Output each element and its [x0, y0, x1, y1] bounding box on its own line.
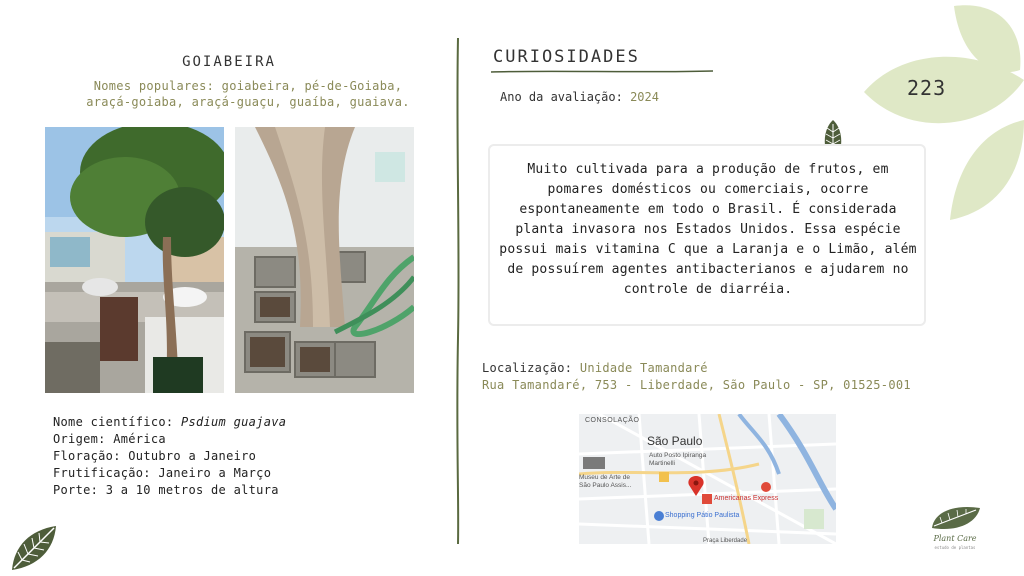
spec-origin: [53, 431, 286, 448]
popular-names-value: goiabeira, pé-de-Goiaba, araçá-goiaba, araçá-guaçu, guaíba, guaiava.: [86, 79, 410, 109]
map-poi-shopping: Shopping Pátio Paulista: [665, 512, 740, 519]
decorative-leaves: [860, 0, 1024, 230]
spec-value: Janeiro a Março: [158, 466, 272, 480]
brand-name: Plant Care: [933, 534, 977, 543]
map-district-label: CONSOLAÇÃO: [585, 417, 640, 424]
evaluation-year: [500, 90, 659, 104]
curiosities-text: Muito cultivada para a produção de frutos, em pomares domésticos ou comerciais, ocorre espontaneamente em todo o Brasil. É considerada planta invasora nos Estados Unidos. Essa espécie possui mais vitamina C que a Laranja e o Limão, além de possuírem agentes antibacterianos e ajudarem no controle de diarréia.: [499, 162, 917, 297]
brand-tagline: estudo de plantas: [934, 545, 976, 550]
popular-names: [68, 78, 428, 110]
year-label: Ano da avaliação:: [500, 90, 623, 104]
spec-value: 3 a 10 metros de altura: [105, 483, 279, 497]
spec-label: Frutificação:: [53, 466, 151, 480]
column-divider: [455, 38, 461, 544]
location-address: Rua Tamandaré, 753 - Liberdade, São Paulo - SP, 01525-001: [482, 378, 911, 392]
spec-value: Psdium guajava: [180, 415, 287, 429]
spec-label: Porte:: [53, 483, 99, 497]
location-unit: Unidade Tamandaré: [579, 361, 708, 375]
spec-value: Outubro a Janeiro: [128, 449, 257, 463]
map-poi-gas-station: Auto Posto Ipiranga Martinelli: [649, 452, 707, 467]
plant-title: GOIABEIRA: [182, 54, 276, 70]
spec-label: Floração:: [53, 449, 121, 463]
spec-size: [53, 482, 286, 499]
spec-flowering: [53, 448, 286, 465]
curiosities-title: CURIOSIDADES: [493, 47, 640, 67]
map-poi-store: Americanas Express: [714, 495, 779, 502]
location-info: [482, 360, 911, 394]
title-underline: [491, 69, 713, 74]
spec-label: Nome científico:: [53, 415, 174, 429]
plant-number-badge: 223: [907, 76, 947, 100]
location-label: Localização:: [482, 361, 573, 375]
tree-trunk-photo: [235, 127, 414, 393]
spec-value: América: [113, 432, 166, 446]
location-map[interactable]: [579, 414, 836, 544]
spec-scientific-name: [53, 414, 286, 431]
leaf-icon: [8, 522, 60, 574]
map-poi-square: Praça Liberdade: [703, 538, 748, 544]
tree-photo-street: [45, 127, 224, 393]
popular-names-label: Nomes populares:: [93, 79, 215, 93]
plant-care-logo: [920, 500, 990, 560]
plant-specs: [53, 414, 286, 499]
spec-fruiting: [53, 465, 286, 482]
map-poi-museum: Museu de Arte de São Paulo Assis...: [579, 474, 632, 489]
year-value: 2024: [630, 90, 659, 104]
location-unit-row: [482, 360, 911, 377]
map-city-label: São Paulo: [647, 434, 703, 448]
spec-label: Origem:: [53, 432, 106, 446]
